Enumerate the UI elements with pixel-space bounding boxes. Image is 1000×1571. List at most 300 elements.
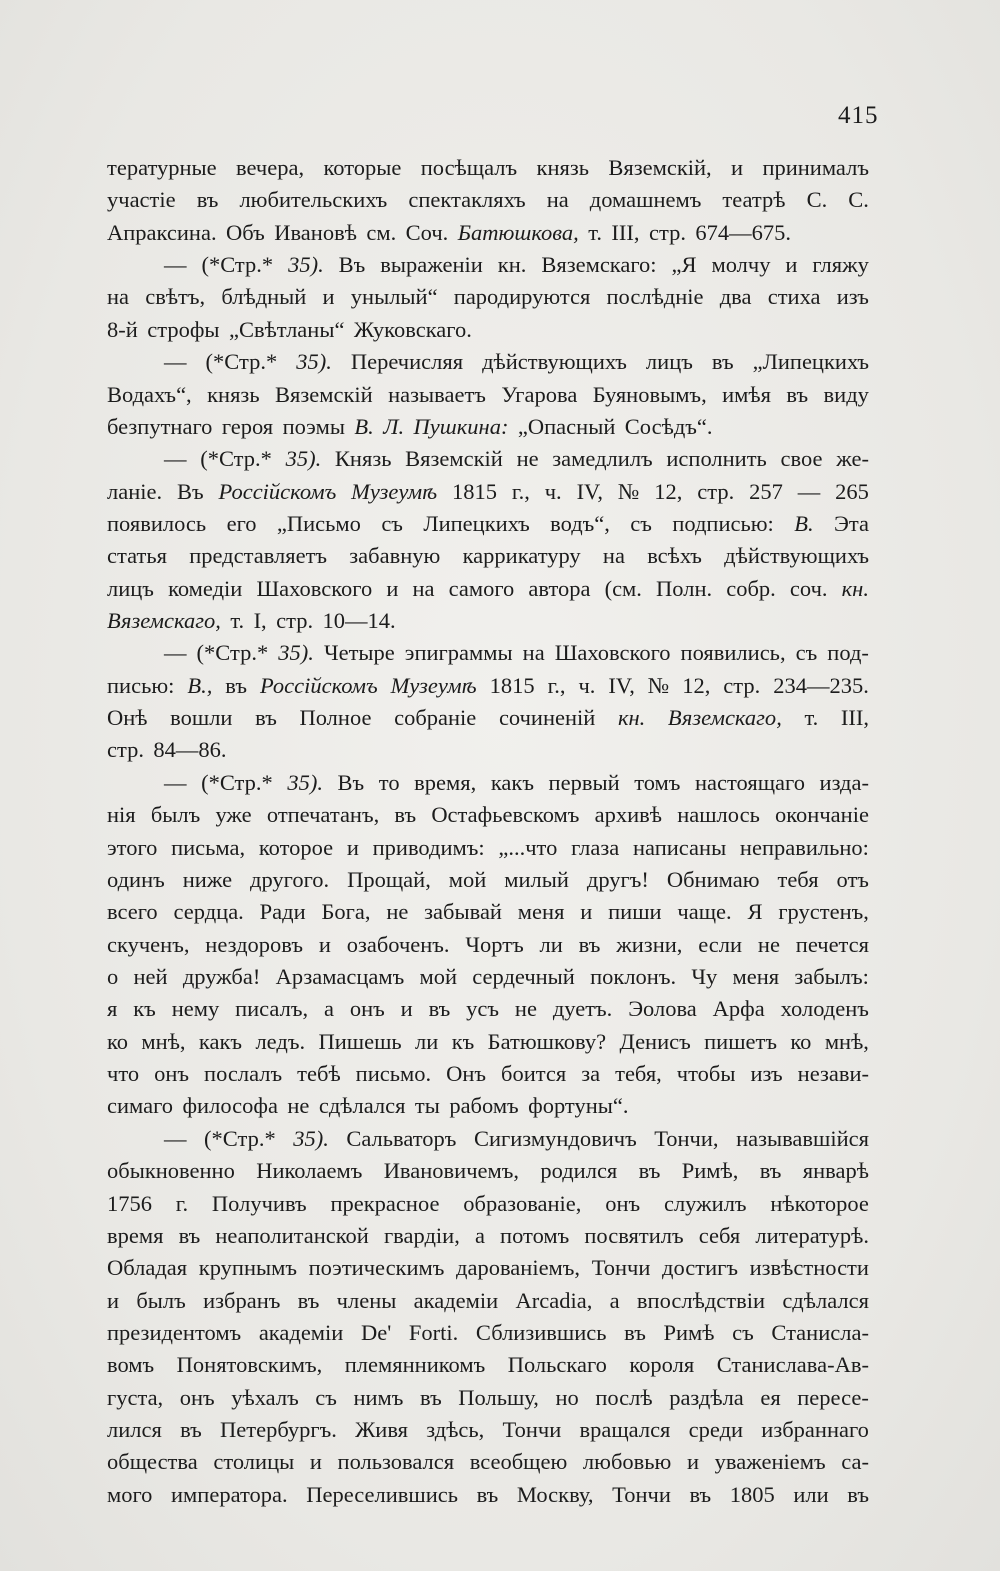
text-line xyxy=(107,1285,869,1317)
word: Батюшкову? xyxy=(487,1028,607,1054)
word: Живя xyxy=(355,1417,409,1443)
word: онъ xyxy=(179,1384,215,1410)
word: и xyxy=(107,1287,120,1313)
word: статья xyxy=(107,543,167,569)
word: служилъ xyxy=(663,1190,747,1216)
word: грустенъ, xyxy=(778,899,869,925)
word: Въ xyxy=(177,478,204,504)
word: потомъ xyxy=(500,1222,570,1248)
word: участіе xyxy=(107,187,176,213)
word: Тончи xyxy=(502,1417,562,1443)
word: — xyxy=(164,446,187,472)
word: сердца. xyxy=(173,899,244,925)
word: тературные xyxy=(107,155,217,180)
word: Сблизившись xyxy=(475,1319,607,1345)
word: вращался xyxy=(579,1417,671,1443)
word: блѣдный xyxy=(221,284,307,310)
word: боится xyxy=(501,1061,567,1087)
word: этого xyxy=(107,834,158,860)
word: героя xyxy=(221,413,274,439)
word: Forti. xyxy=(408,1319,459,1345)
word: на xyxy=(412,575,435,601)
page-body xyxy=(107,152,869,1511)
word: Водахъ“, xyxy=(107,381,192,407)
word: въ xyxy=(255,705,277,731)
text-line xyxy=(107,1026,869,1058)
word: имѣя xyxy=(722,381,771,407)
word: и xyxy=(580,899,593,925)
word: меня xyxy=(732,963,780,989)
word: 10—14. xyxy=(322,608,396,634)
word: всего xyxy=(107,899,158,925)
word: Чу xyxy=(691,963,718,989)
word: 12, xyxy=(654,478,683,504)
word: его xyxy=(226,510,257,536)
word: что xyxy=(107,1061,140,1087)
word: III, xyxy=(840,705,869,731)
word: Вяземскаго: xyxy=(541,252,657,278)
word: съ xyxy=(795,640,818,666)
word: стр. xyxy=(697,478,735,504)
word: (*Стр.* xyxy=(201,769,273,795)
word: 234—235. xyxy=(773,672,869,698)
word: не xyxy=(386,899,409,925)
word: изъ xyxy=(836,284,869,310)
word: Остафьевскомъ xyxy=(431,802,580,828)
word: съ xyxy=(381,510,403,536)
word: отъ xyxy=(836,866,869,892)
word: пересе- xyxy=(797,1384,869,1410)
text-line xyxy=(107,443,869,475)
word: мнѣ, xyxy=(141,1028,186,1054)
word: пиши xyxy=(608,899,662,925)
word: III, xyxy=(611,219,640,245)
text-line xyxy=(107,184,869,216)
word: дѣйствующихъ xyxy=(482,349,627,375)
word: настоящаго xyxy=(695,769,805,795)
word: извѣстности xyxy=(749,1255,869,1281)
word: рабомъ xyxy=(449,1093,519,1119)
word: президентомъ xyxy=(107,1319,242,1345)
word: принималъ xyxy=(762,155,869,180)
word: а xyxy=(323,996,334,1022)
italic-word: 35). xyxy=(288,252,324,278)
word: стр. xyxy=(276,608,314,634)
word: „Письмо xyxy=(276,510,361,536)
word: виду xyxy=(823,381,869,407)
word: всеобщею xyxy=(469,1449,568,1475)
word: два xyxy=(719,284,752,310)
word: Ивановичемъ, xyxy=(383,1158,520,1184)
word: къ xyxy=(451,1028,475,1054)
word: окончаніе xyxy=(775,802,869,828)
word: въ xyxy=(578,931,601,957)
text-line xyxy=(107,961,869,993)
word: неправильно: xyxy=(739,834,869,860)
word: Соч. xyxy=(405,219,449,245)
word: „Опасный xyxy=(517,413,616,439)
text-line xyxy=(107,1317,869,1349)
text-line xyxy=(107,411,869,443)
word: (см. xyxy=(604,575,642,601)
word: тебя xyxy=(777,866,819,892)
word: и xyxy=(686,1449,700,1475)
word: Римѣ, xyxy=(681,1158,739,1184)
italic-word: 35). xyxy=(285,446,322,472)
italic-word: В. xyxy=(354,413,374,439)
word: лицъ xyxy=(107,575,154,601)
word: ланіе. xyxy=(107,478,163,504)
word: Сосѣдъ“. xyxy=(624,413,713,439)
word: I, xyxy=(253,608,267,634)
text-line xyxy=(107,702,869,734)
word: одинъ xyxy=(107,866,165,892)
word: дуетъ. xyxy=(552,996,613,1022)
word: Понятовскимъ, xyxy=(176,1352,323,1378)
word: Полн. xyxy=(656,575,713,601)
word: посвятилъ xyxy=(584,1222,684,1248)
word: какъ xyxy=(198,1028,243,1054)
word: въ xyxy=(476,1481,499,1507)
word: дѣйствующихъ xyxy=(724,543,869,569)
word: забавную xyxy=(349,543,441,569)
word: стр. xyxy=(723,672,761,698)
word: выраженіи xyxy=(380,252,483,278)
word: Прощай, xyxy=(347,866,431,892)
word: нѣкоторое xyxy=(770,1190,869,1216)
word: ней xyxy=(133,963,168,989)
word: себя xyxy=(698,1222,741,1248)
word: въ xyxy=(624,1319,646,1345)
word: Въ xyxy=(338,252,366,278)
word: письма, xyxy=(171,834,246,860)
text-line xyxy=(107,993,869,1025)
word: Сигизмундовичъ xyxy=(473,1125,637,1151)
word: мой xyxy=(448,866,487,892)
word: Обнимаю xyxy=(666,866,760,892)
word: водъ“, xyxy=(550,510,610,536)
word: скученъ, xyxy=(107,931,190,957)
word: Въ xyxy=(337,769,365,795)
word: С. xyxy=(806,187,828,213)
italic-word: 35). xyxy=(296,349,332,375)
word: меня xyxy=(517,899,565,925)
text-line xyxy=(107,217,869,249)
word: т. xyxy=(230,608,245,634)
word: Денисъ xyxy=(619,1028,691,1054)
word: князь xyxy=(536,155,589,180)
word: лицъ xyxy=(645,349,693,375)
word: стр. xyxy=(648,219,686,245)
word: послѣдніе xyxy=(606,284,704,310)
word: (*Стр.* xyxy=(200,446,272,472)
word: Апраксина. xyxy=(107,219,217,245)
word: и xyxy=(309,1449,322,1475)
word: въ xyxy=(711,349,734,375)
word: пишетъ xyxy=(704,1028,778,1054)
word: стиха xyxy=(767,284,821,310)
word: архивѣ xyxy=(594,802,662,828)
text-line xyxy=(107,1090,869,1122)
word: ли xyxy=(539,931,563,957)
word: поэтическимъ xyxy=(308,1255,445,1281)
word: 265 xyxy=(835,478,869,504)
word: мой xyxy=(419,963,457,989)
italic-word: кн. xyxy=(841,575,869,601)
word: унылый“ xyxy=(350,284,438,310)
word: „Свѣтланы“ xyxy=(228,316,345,342)
word: Буяновымъ, xyxy=(592,381,707,407)
word: Переселившись xyxy=(306,1481,459,1507)
word: густа, xyxy=(107,1384,164,1410)
word: 1815 xyxy=(452,478,498,504)
word: и xyxy=(386,575,399,601)
word: въ xyxy=(297,1287,320,1313)
word: исполнить xyxy=(666,446,767,472)
word: г. xyxy=(175,1190,189,1216)
word: Вяземскій xyxy=(405,446,503,472)
word: послалъ xyxy=(204,1061,283,1087)
word: 12, xyxy=(682,672,711,698)
word: въ xyxy=(420,1384,442,1410)
word: неаполитанской xyxy=(215,1222,369,1248)
word: ея xyxy=(760,1384,781,1410)
word: домашнемъ xyxy=(589,187,702,213)
italic-word: Музеумѣ xyxy=(351,478,438,504)
word: уѣхалъ xyxy=(231,1384,299,1410)
text-line xyxy=(107,476,869,508)
word: онъ xyxy=(605,1190,641,1216)
word: вечера, xyxy=(236,155,305,180)
word: замедлилъ xyxy=(552,446,653,472)
word: крупнымъ xyxy=(198,1255,297,1281)
word: же- xyxy=(836,446,869,472)
word: и xyxy=(785,252,798,278)
word: образованіе, xyxy=(463,1190,582,1216)
word: былъ xyxy=(136,1287,186,1313)
word: — xyxy=(164,349,187,375)
word: не xyxy=(287,1093,310,1119)
word: Римѣ xyxy=(663,1319,715,1345)
word: въ xyxy=(638,1158,661,1184)
italic-word: 35). xyxy=(287,769,323,795)
text-line xyxy=(107,1382,869,1414)
word: сдѣлался xyxy=(318,1093,406,1119)
word: на xyxy=(107,284,130,310)
italic-word: кн. xyxy=(617,705,646,731)
word: и xyxy=(322,284,335,310)
word: январѣ xyxy=(802,1158,869,1184)
italic-word: 35). xyxy=(278,640,314,666)
word: на xyxy=(602,543,625,569)
word: съ xyxy=(315,1384,337,1410)
word: которые xyxy=(323,155,402,180)
word: Польшу, xyxy=(458,1384,539,1410)
word: на xyxy=(546,187,569,213)
word: Бога, xyxy=(321,899,371,925)
word: милый xyxy=(504,866,569,892)
text-line xyxy=(107,670,869,702)
word: самого xyxy=(448,575,515,601)
word: вомъ xyxy=(107,1352,155,1378)
word: уваженіемъ xyxy=(714,1449,826,1475)
word: не xyxy=(514,996,537,1022)
word: пародируются xyxy=(453,284,591,310)
word: усъ xyxy=(466,996,500,1022)
word: съ xyxy=(732,1319,754,1345)
word: письмо. xyxy=(355,1061,432,1087)
word: поклонъ. xyxy=(590,963,677,989)
word: написаны xyxy=(632,834,727,860)
word: томъ xyxy=(634,769,681,795)
word: „...что xyxy=(498,834,558,860)
word: гвардіи, xyxy=(383,1222,460,1248)
word: дружба! xyxy=(182,963,261,989)
word: не xyxy=(757,931,780,957)
word: тебѣ xyxy=(297,1061,341,1087)
word: Польскаго xyxy=(507,1352,607,1378)
word: князь xyxy=(207,381,260,407)
word: другъ! xyxy=(586,866,649,892)
italic-word: Россійскомъ xyxy=(259,672,378,698)
word: не xyxy=(516,446,539,472)
word: а xyxy=(474,1222,485,1248)
word: 1756 xyxy=(107,1190,152,1216)
word: въ xyxy=(786,381,809,407)
word: время, xyxy=(414,769,477,795)
word: „Липецкихъ xyxy=(752,349,869,375)
word: столицы xyxy=(213,1449,295,1475)
word: „Я xyxy=(671,252,697,278)
word: Липецкихъ xyxy=(423,510,530,536)
word: глаза xyxy=(571,834,620,860)
word: чтобы xyxy=(676,1061,736,1087)
word: Тончи xyxy=(591,1255,651,1281)
word: Москву, xyxy=(516,1481,594,1507)
word: (*Стр.* xyxy=(204,1125,276,1151)
word: вошли xyxy=(170,705,233,731)
text-line xyxy=(107,508,869,540)
word: сочиненій xyxy=(498,705,596,731)
word: озабоченъ. xyxy=(346,931,450,957)
text-line xyxy=(107,1155,869,1187)
word: о xyxy=(107,963,119,989)
word: называвшійся xyxy=(736,1125,869,1151)
word: IV, xyxy=(608,672,635,698)
word: онъ xyxy=(349,996,385,1022)
italic-word: 35). xyxy=(293,1125,329,1151)
word: ч. xyxy=(578,672,596,698)
word: въ xyxy=(180,1417,202,1443)
word: въ xyxy=(847,1481,869,1507)
word: всѣхъ xyxy=(647,543,702,569)
word: — xyxy=(164,769,187,795)
text-line xyxy=(107,249,869,281)
text-line xyxy=(107,1446,869,1478)
word: которое xyxy=(258,834,334,860)
word: Перечисляя xyxy=(350,349,464,375)
italic-word: Россійскомъ xyxy=(218,478,337,504)
word: съ xyxy=(630,510,652,536)
text-line xyxy=(107,605,869,637)
word: строфы xyxy=(147,316,220,342)
word: 1805 xyxy=(729,1481,775,1507)
word: IV, xyxy=(576,478,604,504)
text-line xyxy=(107,799,869,831)
word: (*Стр.* xyxy=(196,640,269,666)
word: Вяземскій xyxy=(275,381,373,407)
word: симаго xyxy=(107,1093,174,1119)
word: послѣ xyxy=(595,1384,653,1410)
italic-word: Л. xyxy=(383,413,405,439)
word: Петербургъ. xyxy=(220,1417,337,1443)
word: литературѣ. xyxy=(755,1222,869,1248)
text-line xyxy=(107,929,869,961)
text-line xyxy=(107,314,869,346)
word: въ xyxy=(196,187,219,213)
text-line xyxy=(107,1058,869,1090)
text-line xyxy=(107,379,869,411)
word: собр. xyxy=(726,575,776,601)
word: обыкновенно xyxy=(107,1158,235,1184)
word: на xyxy=(522,640,545,666)
text-line xyxy=(107,767,869,799)
word: или xyxy=(793,1481,829,1507)
word: стр. xyxy=(107,737,144,763)
word: императора. xyxy=(171,1481,288,1507)
word: Станислава-Ав- xyxy=(716,1352,869,1378)
word: безпутнаго xyxy=(107,413,213,439)
italic-word: Вяземскаго, xyxy=(107,608,221,634)
word: Полное xyxy=(299,705,372,731)
word: избраннаго xyxy=(761,1417,869,1443)
word: эпиграммы xyxy=(404,640,513,666)
word: философа xyxy=(182,1093,278,1119)
word: Князь xyxy=(334,446,392,472)
word: под- xyxy=(827,640,869,666)
word: ты xyxy=(414,1093,440,1119)
word: Эолова xyxy=(628,996,697,1022)
italic-word: Вяземскаго, xyxy=(667,705,782,731)
italic-word: Музеумѣ xyxy=(390,672,477,698)
word: — xyxy=(164,252,187,278)
text-line xyxy=(107,864,869,896)
word: см. xyxy=(366,219,397,245)
word: въ xyxy=(225,672,247,698)
word: академіи xyxy=(258,1319,344,1345)
word: жизни, xyxy=(616,931,683,957)
word: сдѣлался xyxy=(782,1287,869,1313)
word: нія xyxy=(107,802,136,828)
word: ко xyxy=(790,1028,812,1054)
word: ледъ. xyxy=(255,1028,306,1054)
word: (*Стр.* xyxy=(201,252,274,278)
text-line xyxy=(107,1123,869,1155)
word: появилось xyxy=(107,510,207,536)
italic-word: Батюшкова, xyxy=(457,219,579,245)
word: подписью: xyxy=(672,510,774,536)
word: печется xyxy=(795,931,869,957)
page-number: 415 xyxy=(838,102,879,129)
word: собраніе xyxy=(394,705,477,731)
word: т. xyxy=(804,705,819,731)
word: Ивановѣ xyxy=(274,219,357,245)
word: я xyxy=(107,996,118,1022)
word: — xyxy=(164,640,187,666)
word: соч. xyxy=(789,575,828,601)
word: Вяземскій, xyxy=(608,155,712,180)
word: изъ xyxy=(750,1061,783,1087)
